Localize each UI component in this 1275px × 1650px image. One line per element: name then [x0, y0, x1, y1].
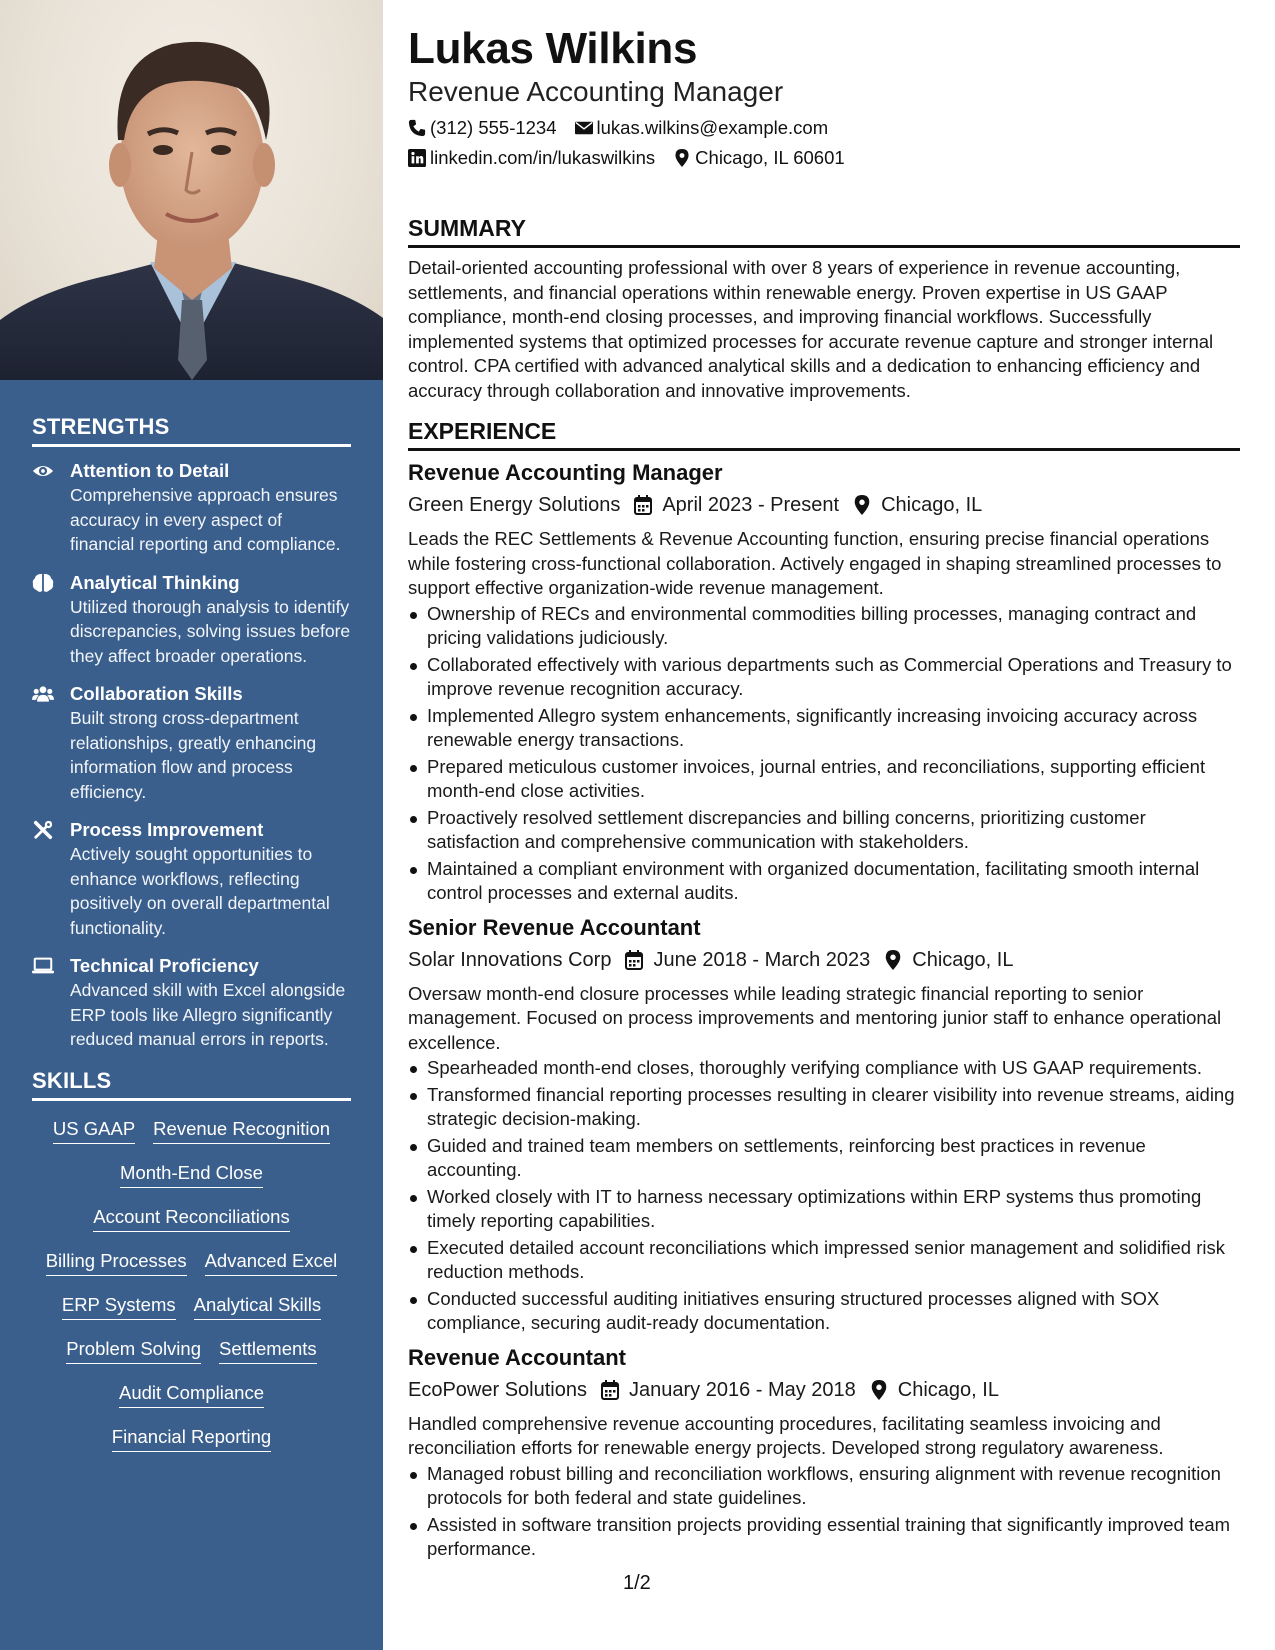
- job-location: Chicago, IL: [912, 948, 1014, 971]
- skill-tag: Audit Compliance: [119, 1381, 264, 1408]
- job-bullet: Worked closely with IT to harness necessary optimizations within ERP systems thus promoting timely reporting capabilities.: [408, 1185, 1240, 1234]
- job-bullet: Conducted successful auditing initiatives ensuring structured processes aligned with SOX compliance, securing audit-ready documentation.: [408, 1287, 1240, 1336]
- company-name: Green Energy Solutions: [408, 494, 621, 516]
- strength-desc: Advanced skill with Excel alongside ERP tools like Allegro significantly reduced manual errors in reports.: [70, 980, 346, 1049]
- strength-item: [32, 459, 351, 557]
- linkedin-icon: [408, 149, 426, 167]
- job-location-wrap: [853, 491, 982, 519]
- tools-icon: [32, 818, 70, 940]
- job-entry: [408, 1344, 1240, 1562]
- job-location: Chicago, IL: [881, 494, 983, 516]
- job-bullet: Executed detailed account reconciliations which impressed senior management and solidified risk reduction methods.: [408, 1236, 1240, 1285]
- company-name: EcoPower Solutions: [408, 1378, 587, 1401]
- job-title: Revenue Accounting Manager: [408, 460, 723, 485]
- job-bullet: Prepared meticulous customer invoices, journal entries, and reconciliations, supporting efficient month-end close activities.: [408, 755, 1240, 804]
- skill-tag: Analytical Skills: [194, 1293, 322, 1320]
- job-dates: June 2018 - March 2023: [653, 948, 871, 971]
- job-title: Senior Revenue Accountant: [408, 914, 701, 940]
- strength-item: [32, 682, 351, 804]
- job-location-wrap: [884, 946, 1013, 974]
- calendar-icon: [625, 950, 643, 970]
- job-meta: [408, 946, 1240, 974]
- skill-tag: Financial Reporting: [112, 1425, 271, 1452]
- job-description: Handled comprehensive revenue accounting procedures, facilitating seamless invoicing and reconciliation efforts for renewable energy projects. Developed strong regulatory awareness.: [408, 1412, 1164, 1458]
- job-bullet: Proactively resolved settlement discrepancies and billing concerns, prioritizing customer satisfaction and comprehensive communication with stakeholders.: [408, 806, 1240, 855]
- users-icon: [32, 682, 70, 804]
- job-bullet: Assisted in software transition projects providing essential training that significantly improved team performance.: [408, 1513, 1240, 1562]
- job-location-wrap: [870, 1376, 999, 1404]
- skill-tag: Advanced Excel: [205, 1249, 338, 1276]
- summary-text: Detail-oriented accounting professional with over 8 years of experience in revenue accounting, settlements, and financial operations within renewable energy. Proven expertise in US GAAP compliance, month-end closing processes, and improving financial workflows. Successfully implemented systems that optimized processes for accurate revenue capture and stronger internal control. CPA certified with advanced analytical skills and a dedication to enhancing efficiency and accuracy through collaboration and innovative improvements.: [408, 257, 1214, 401]
- job-bullets: [408, 1462, 1240, 1562]
- strength-desc: Actively sought opportunities to enhance workflows, reflecting positively on overall departmental functionality.: [70, 844, 330, 938]
- strength-title: Collaboration Skills: [70, 683, 243, 704]
- strength-item: [32, 571, 351, 669]
- job-bullet: Transformed financial reporting processes resulting in clearer visibility into revenue streams, aiding strategic decision-making.: [408, 1083, 1240, 1132]
- job-entry: [408, 459, 1240, 906]
- job-dates-wrap: [634, 491, 839, 519]
- skill-tag: Account Reconciliations: [93, 1205, 289, 1232]
- summary-heading: SUMMARY: [408, 214, 1240, 248]
- strength-title: Technical Proficiency: [70, 955, 259, 976]
- skills-heading: SKILLS: [32, 1068, 351, 1101]
- envelope-icon: [575, 119, 593, 137]
- phone-contact: [408, 116, 557, 140]
- phone-text: (312) 555-1234: [430, 117, 557, 138]
- skill-tag: ERP Systems: [62, 1293, 176, 1320]
- job-meta: [408, 1376, 1240, 1404]
- strength-desc: Built strong cross-department relationships, greatly enhancing information flow and process efficiency.: [70, 708, 317, 802]
- linkedin-contact[interactable]: [408, 146, 655, 170]
- job-title: Revenue Accountant: [408, 1344, 627, 1370]
- map-pin-icon: [870, 1380, 888, 1400]
- email-contact[interactable]: [575, 116, 829, 140]
- skills-list: [32, 1113, 351, 1469]
- candidate-name: Lukas Wilkins: [408, 24, 698, 73]
- page-number: 1/2: [623, 1572, 651, 1594]
- job-dates: January 2016 - May 2018: [628, 1378, 856, 1401]
- job-location: Chicago, IL: [897, 1378, 999, 1401]
- job-bullet: Collaborated effectively with various departments such as Commercial Operations and Treasury to improve revenue recognition accuracy.: [408, 653, 1240, 702]
- map-pin-icon: [673, 149, 691, 167]
- job-bullets: [408, 1056, 1240, 1336]
- job-meta: [408, 491, 1240, 519]
- strength-item: [32, 818, 351, 940]
- strength-desc: Utilized thorough analysis to identify discrepancies, solving issues before they affect broader operations.: [70, 596, 351, 666]
- sidebar: [0, 0, 383, 1650]
- job-dates-wrap: [625, 946, 870, 974]
- calendar-icon: [634, 495, 652, 515]
- job-description: Oversaw month-end closure processes while leading strategic financial reporting to senior management. Focused on process improvements and mentoring junior staff to enhance operational excellence.: [408, 982, 1222, 1053]
- brain-icon: [32, 571, 70, 669]
- job-bullet: Spearheaded month-end closes, thoroughly verifying compliance with US GAAP requirements.: [408, 1056, 1240, 1081]
- skill-tag: Settlements: [219, 1337, 317, 1364]
- phone-icon: [408, 119, 426, 137]
- job-dates-wrap: [601, 1376, 856, 1404]
- company-name: Solar Innovations Corp: [408, 948, 612, 971]
- strength-title: Analytical Thinking: [70, 571, 240, 593]
- job-bullet: Implemented Allegro system enhancements, significantly increasing invoicing accuracy across renewable energy transactions.: [408, 704, 1240, 753]
- strength-title: Process Improvement: [70, 819, 264, 840]
- eye-icon: [32, 459, 70, 557]
- job-entry: [408, 914, 1240, 1336]
- contact-row: [408, 116, 1240, 140]
- job-bullet: Guided and trained team members on settlements, reinforcing best practices in revenue accounting.: [408, 1134, 1240, 1183]
- skill-tag: US GAAP: [53, 1117, 135, 1144]
- main-content: [408, 0, 1240, 1564]
- strengths-heading: STRENGTHS: [32, 414, 351, 447]
- candidate-role: Revenue Accounting Manager: [408, 76, 784, 107]
- strength-desc: Comprehensive approach ensures accuracy in every aspect of financial reporting and compliance.: [70, 485, 341, 554]
- profile-photo: [0, 0, 383, 380]
- skill-tag: Month-End Close: [120, 1161, 263, 1188]
- laptop-icon: [32, 954, 70, 1052]
- job-bullet: Managed robust billing and reconciliation workflows, ensuring alignment with revenue recognition protocols for both federal and state guidelines.: [408, 1462, 1240, 1511]
- location-text: Chicago, IL 60601: [695, 147, 845, 168]
- strength-item: [32, 954, 351, 1052]
- strength-title: Attention to Detail: [70, 460, 230, 481]
- linkedin-text[interactable]: linkedin.com/in/lukaswilkins: [430, 147, 656, 168]
- skill-tag: Problem Solving: [66, 1337, 201, 1364]
- job-dates: April 2023 - Present: [662, 494, 840, 516]
- map-pin-icon: [884, 950, 902, 970]
- map-pin-icon: [853, 495, 871, 515]
- skill-tag: Revenue Recognition: [153, 1117, 330, 1144]
- skill-tag: Billing Processes: [46, 1249, 187, 1276]
- job-description: Leads the REC Settlements & Revenue Accounting function, ensuring precise financial operations while fostering cross-functional collaboration. Actively engaged in shaping streamlined processes to support effective organization-wide revenue management.: [408, 528, 1222, 598]
- job-bullet: Maintained a compliant environment with organized documentation, facilitating smooth internal control processes and external audits.: [408, 857, 1240, 906]
- calendar-icon: [601, 1380, 619, 1400]
- job-bullets: [408, 602, 1240, 906]
- experience-heading: EXPERIENCE: [408, 417, 1240, 451]
- contact-row: [408, 146, 1240, 170]
- location-contact: [673, 146, 844, 170]
- email-text[interactable]: lukas.wilkins@example.com: [596, 117, 829, 138]
- job-bullet: Ownership of RECs and environmental commodities billing processes, managing contract and pricing validations judiciously.: [408, 602, 1240, 651]
